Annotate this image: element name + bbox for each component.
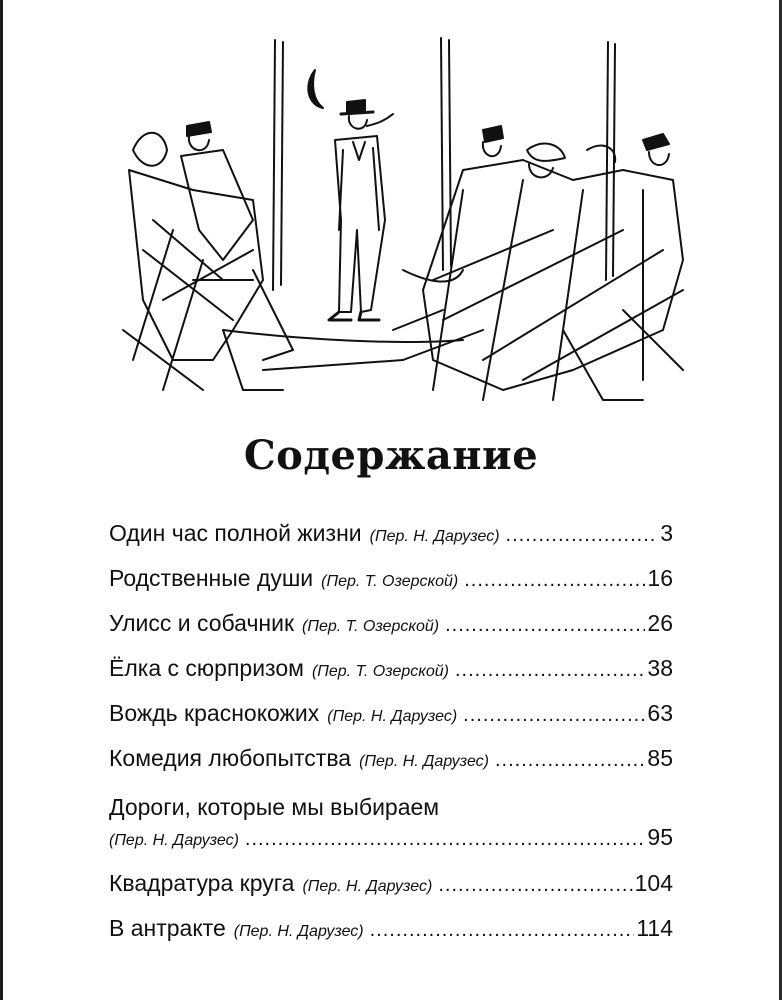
toc-entry-page: 26 bbox=[647, 610, 673, 636]
toc-entry[interactable] bbox=[109, 745, 673, 790]
toc-entry-page: 3 bbox=[660, 520, 673, 546]
toc-entry-page: 38 bbox=[647, 655, 673, 681]
toc-entry-translator: (Пер. Н. Дарузес) bbox=[359, 753, 489, 770]
page-title: Содержание bbox=[243, 432, 539, 479]
table-of-contents bbox=[109, 520, 673, 960]
toc-entry-title: Один час полной жизни bbox=[109, 520, 362, 546]
toc-entry-page: 104 bbox=[634, 870, 673, 896]
toc-leader-dots bbox=[495, 749, 645, 772]
toc-leader-dots bbox=[455, 659, 645, 682]
toc-entry-title: Улисс и собачник bbox=[109, 610, 295, 636]
toc-entry-title: Комедия любопытства bbox=[109, 745, 352, 771]
toc-leader-dots bbox=[245, 828, 646, 851]
toc-entry[interactable] bbox=[109, 565, 673, 610]
toc-entry-translator: (Пер. Н. Дарузес) bbox=[369, 528, 500, 545]
toc-entry[interactable] bbox=[109, 700, 673, 745]
toc-entry-page: 16 bbox=[647, 565, 673, 591]
toc-entry-title: Дороги, которые мы выбираем bbox=[109, 794, 440, 820]
toc-entry-page: 63 bbox=[647, 700, 673, 726]
toc-entry-title: Квадратура круга bbox=[109, 870, 295, 896]
toc-entry-title: Родственные души bbox=[109, 565, 314, 591]
toc-entry[interactable] bbox=[109, 870, 673, 915]
toc-entry-translator: (Пер. Т. Озерской) bbox=[302, 618, 440, 635]
illustration-gentlemen-sketch bbox=[103, 30, 693, 410]
toc-leader-dots bbox=[445, 614, 645, 637]
toc-entry[interactable] bbox=[109, 915, 673, 960]
toc-entry-translator: (Пер. Н. Дарузес) bbox=[233, 923, 364, 940]
toc-entry-title: Ёлка с сюрпризом bbox=[109, 655, 304, 681]
toc-entry[interactable] bbox=[109, 610, 673, 655]
toc-entry-title: Вождь краснокожих bbox=[109, 700, 320, 726]
toc-entry-page: 85 bbox=[647, 745, 673, 771]
toc-entry-page: 114 bbox=[636, 915, 673, 941]
toc-entry[interactable] bbox=[109, 655, 673, 700]
toc-entry-title: В антракте bbox=[109, 915, 226, 941]
toc-leader-dots bbox=[438, 874, 632, 897]
toc-entry-translator: (Пер. Н. Дарузес) bbox=[327, 708, 458, 725]
toc-entry[interactable] bbox=[109, 520, 673, 565]
toc-entry-translator: (Пер. Т. Озерской) bbox=[321, 573, 459, 590]
toc-entry-translator: (Пер. Н. Дарузес) bbox=[109, 832, 239, 849]
toc-leader-dots bbox=[464, 569, 645, 592]
toc-leader-dots bbox=[463, 704, 645, 727]
toc-leader-dots bbox=[370, 919, 635, 942]
toc-entry[interactable] bbox=[109, 790, 673, 870]
toc-leader-dots bbox=[506, 524, 659, 547]
toc-entry-translator: (Пер. Т. Озерской) bbox=[311, 663, 449, 680]
toc-entry-page: 95 bbox=[647, 824, 673, 850]
toc-entry-translator: (Пер. Н. Дарузес) bbox=[302, 878, 433, 895]
